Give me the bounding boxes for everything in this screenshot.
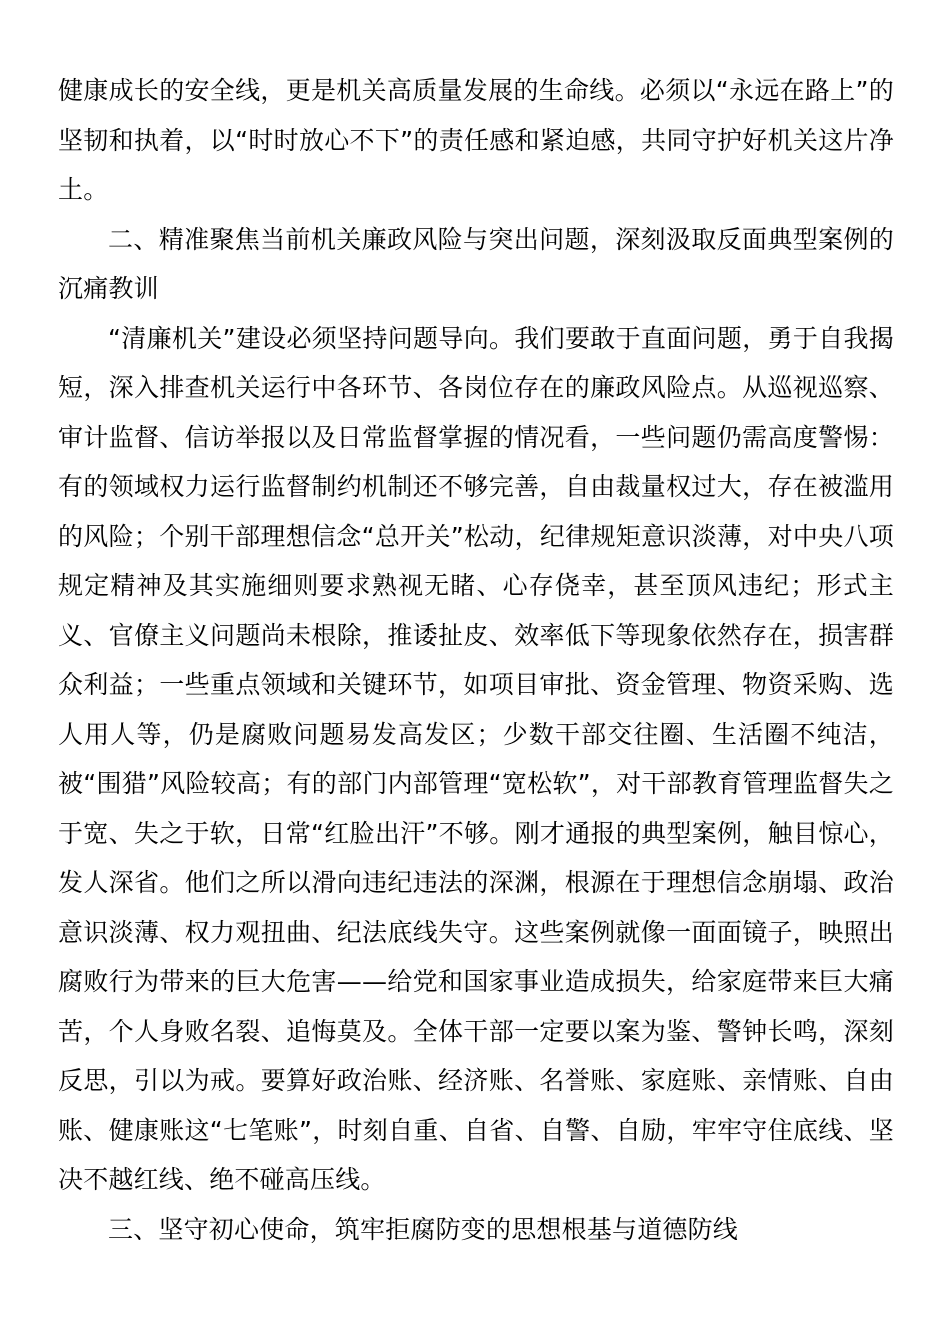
body-paragraph-1: 健康成长的安全线，更是机关高质量发展的生命线。必须以“永远在路上”的坚韧和执着，以“时时放心不下”的责任感和紧迫感，共同守护好机关这片净土。	[58, 76, 894, 204]
section-heading-3: 三、坚守初心使命，筑牢拒腐防变的思想根基与道德防线	[108, 1214, 739, 1244]
body-paragraph-2: “清廉机关”建设必须坚持问题导向。我们要敢于直面问题，勇于自我揭短，深入排查机关运行中各环节、各岗位存在的廉政风险点。从巡视巡察、审计监督、信访举报以及日常监督掌握的情况看，一些问题仍需高度警惕：有的领域权力运行监督制约机制还不够完善，自由裁量权过大，存在被滥用的风险；个别干部理想信念“总开关”松动，纪律规矩意识淡薄，对中央八项规定精神及其实施细则要求熟视无睹、心存侥幸，甚至顶风违纪；形式主义、官僚主义问题尚未根除，推诿扯皮、效率低下等现象依然存在，损害群众利益；一些重点领域和关键环节，如项目审批、资金管理、物资采购、选人用人等，仍是腐败问题易发高发区；少数干部交往圈、生活圈不纯洁，被“围猎”风险较高；有的部门内部管理“宽松软”，对干部教育管理监督失之于宽、失之于软，日常“红脸出汗”不够。刚才通报的典型案例，触目惊心，发人深省。他们之所以滑向违纪违法的深渊，根源在于理想信念崩塌、政治意识淡薄、权力观扭曲、纪法底线失守。这些案例就像一面面镜子，映照出腐败行为带来的巨大危害——给党和国家事业造成损失，给家庭带来巨大痛苦，个人身败名裂、追悔莫及。全体干部一定要以案为鉴、警钟长鸣，深刻反思，引以为戒。要算好政治账、经济账、名誉账、家庭账、亲情账、自由账、健康账这“七笔账”，时刻自重、自省、自警、自励，牢牢守住底线、坚决不越红线、绝不碰高压线。	[58, 323, 894, 1194]
section-heading-2: 二、精准聚焦当前机关廉政风险与突出问题，深刻汲取反面典型案例的沉痛教训	[58, 224, 894, 303]
